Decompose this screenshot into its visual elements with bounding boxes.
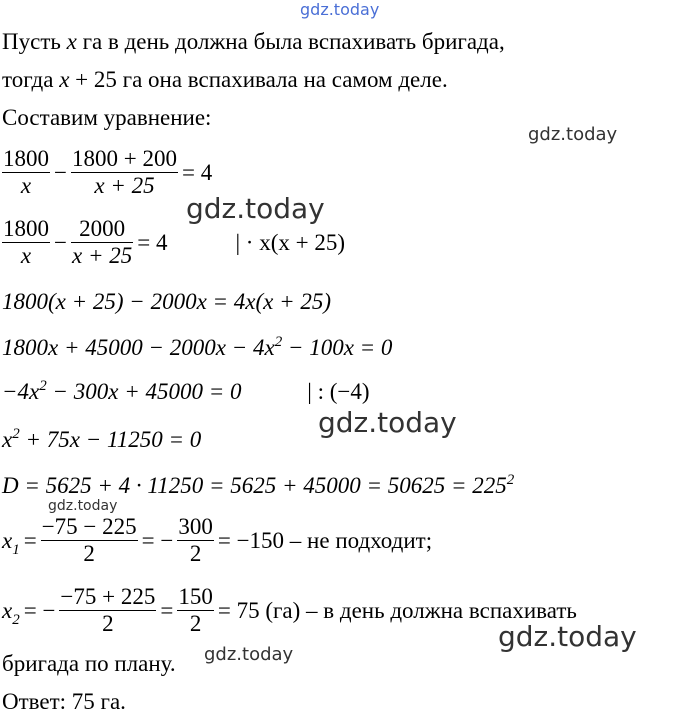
equation-4: $1800x + 45000 - 2000x - 4x^2 - 100x = 0$ — [2, 334, 393, 360]
equation-6: $x^2 + 75x - 11250 = 0$ — [2, 426, 202, 452]
watermark: gdz.today — [318, 406, 457, 439]
equation-3: 1800(x + 25) − 2000x = 4x(x + 25) — [2, 289, 332, 314]
watermark: gdz.today — [528, 124, 618, 145]
discriminant: $D = 5625 + 4 \cdot 11250 = 5625 + 45000 = 50625 = 225^2$ — [2, 472, 515, 498]
line-plan: бригада по плану. — [2, 651, 176, 676]
root-x1: $x_1$ = $\frac{-75 - 225}{2}$ = − $\frac{300}{2}$ = −150 – не подходит; — [2, 514, 433, 566]
watermark: gdz.today — [204, 644, 294, 665]
equation-1: $\frac{1800}{x}$ − $\frac{1800 + 200}{x + 25}$ = 4 — [3, 146, 213, 198]
line-intro-2: тогда x + 25 га она вспахивала на самом деле. — [2, 67, 448, 92]
watermark: gdz.today — [498, 620, 637, 653]
watermark-top: gdz.today — [300, 0, 380, 19]
equation-2: $\frac{1800}{x}$ − $\frac{2000}{x + 25}$ = 4 | · x(x + 25) — [3, 216, 346, 268]
answer: Ответ: 75 га. — [2, 689, 126, 714]
line-heading: Составим уравнение: — [2, 105, 212, 130]
root-x2: $x_2$ = − $\frac{-75 + 225}{2}$ = $\frac{150}{2}$ = 75 (га) – в день должна вспахивать — [2, 584, 577, 636]
watermark: gdz.today — [186, 192, 325, 225]
watermark: gdz.today — [48, 498, 118, 514]
line-intro: Пусть x га в день должна была вспахивать бригада, — [2, 29, 505, 54]
equation-5: $-4x^2 - 300x + 45000 = 0$ | : (−4) — [2, 378, 370, 404]
